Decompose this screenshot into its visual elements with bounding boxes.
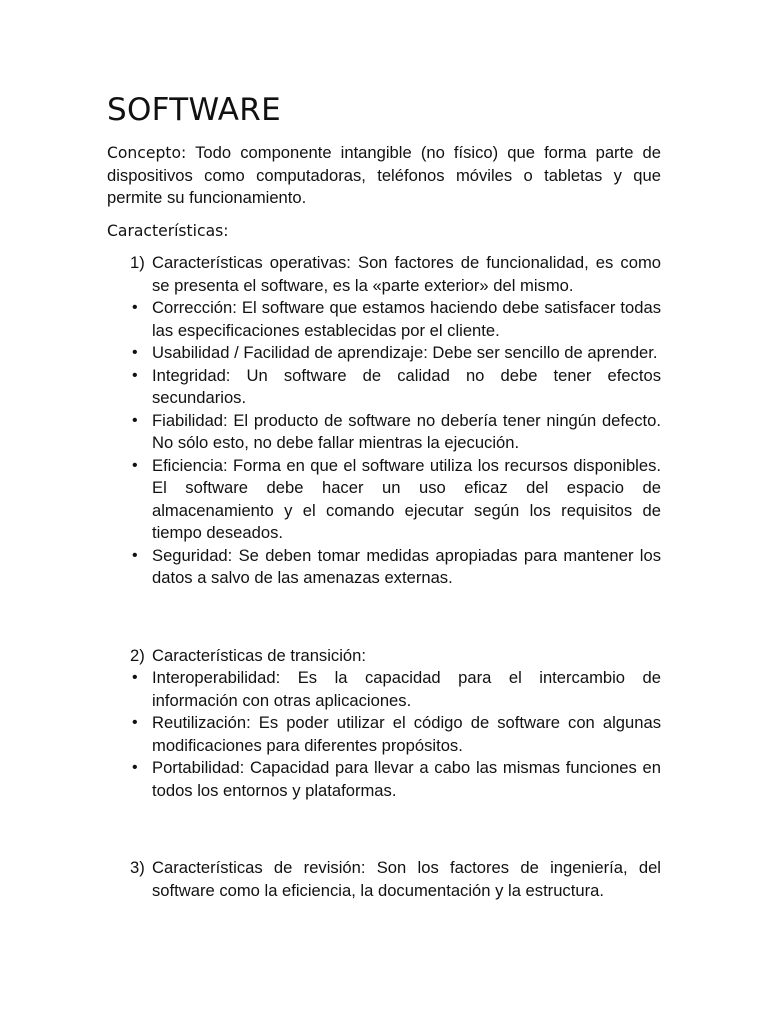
list-item-text: Interoperabilidad: Es la capacidad para el intercambio de información con otras aplicaciones.	[152, 668, 661, 710]
list-number: 2)	[130, 645, 145, 665]
section-list-revision	[107, 857, 661, 902]
section-list-operativas	[107, 252, 661, 590]
bullet-icon: •	[132, 546, 138, 564]
concept-paragraph	[107, 142, 661, 210]
bullet-icon: •	[132, 669, 138, 686]
bullet-icon: •	[132, 344, 138, 361]
document-title: SOFTWARE	[107, 92, 281, 128]
list-item-text: Características de transición:	[152, 645, 366, 665]
list-item	[107, 757, 661, 802]
list-item-text: Integridad: Un software de calidad no debe tener efectos secundarios.	[152, 365, 661, 407]
bullet-icon: •	[132, 411, 138, 429]
list-item	[107, 545, 661, 590]
concept-separator: :	[181, 144, 187, 162]
characteristics-heading: Características:	[107, 221, 229, 240]
list-item	[107, 645, 661, 668]
list-item	[107, 455, 661, 545]
list-item	[107, 667, 661, 712]
list-item	[107, 342, 661, 365]
list-item	[107, 365, 661, 410]
list-item-text: Corrección: El software que estamos haciendo debe satisfacer todas las especificaciones establecidas por el cliente.	[152, 298, 661, 340]
list-item-text: Características operativas: Son factores de funcionalidad, es como se presenta el software, es la «parte exterior» del mismo.	[152, 253, 661, 295]
list-item-text: Usabilidad / Facilidad de aprendizaje: Debe ser sencillo de aprender.	[152, 343, 658, 362]
list-item	[107, 857, 661, 902]
list-item	[107, 252, 661, 297]
spacer	[107, 802, 661, 847]
bullet-icon: •	[132, 366, 138, 384]
list-item-text: Reutilización: Es poder utilizar el código de software con algunas modificaciones para diferentes propósitos.	[152, 713, 661, 755]
list-item-text: Seguridad: Se deben tomar medidas apropiadas para mantener los datos a salvo de las amenazas externas.	[152, 545, 661, 587]
list-item	[107, 297, 661, 342]
list-item-text: Portabilidad: Capacidad para llevar a cabo las mismas funciones en todos los entornos y plataformas.	[152, 758, 661, 800]
bullet-icon: •	[132, 714, 138, 731]
bullet-icon: •	[132, 456, 138, 474]
spacer	[107, 590, 661, 635]
list-number: 3)	[130, 858, 145, 877]
list-item	[107, 410, 661, 455]
list-number: 1)	[130, 253, 145, 272]
section-list-transicion	[107, 645, 661, 803]
concept-text: Todo componente intangible (no físico) que forma parte de dispositivos como computadoras, teléfonos móviles o tabletas y que permite su funcionamiento.	[107, 143, 661, 207]
bullet-icon: •	[132, 299, 138, 316]
list-item-text: Eficiencia: Forma en que el software utiliza los recursos disponibles. El software debe hacer un uso eficaz del espacio de almacenamiento y el comando ejecutar según los requisitos de tiempo deseados.	[152, 455, 661, 542]
document-page	[107, 88, 661, 902]
list-item-text: Características de revisión: Son los factores de ingeniería, del software como la eficiencia, la documentación y la estructura.	[152, 858, 661, 900]
concept-label: Concepto	[107, 144, 182, 162]
bullet-icon: •	[132, 759, 138, 776]
list-item	[107, 712, 661, 757]
list-item-text: Fiabilidad: El producto de software no debería tener ningún defecto. No sólo esto, no debe fallar mientras la ejecución.	[152, 410, 661, 452]
